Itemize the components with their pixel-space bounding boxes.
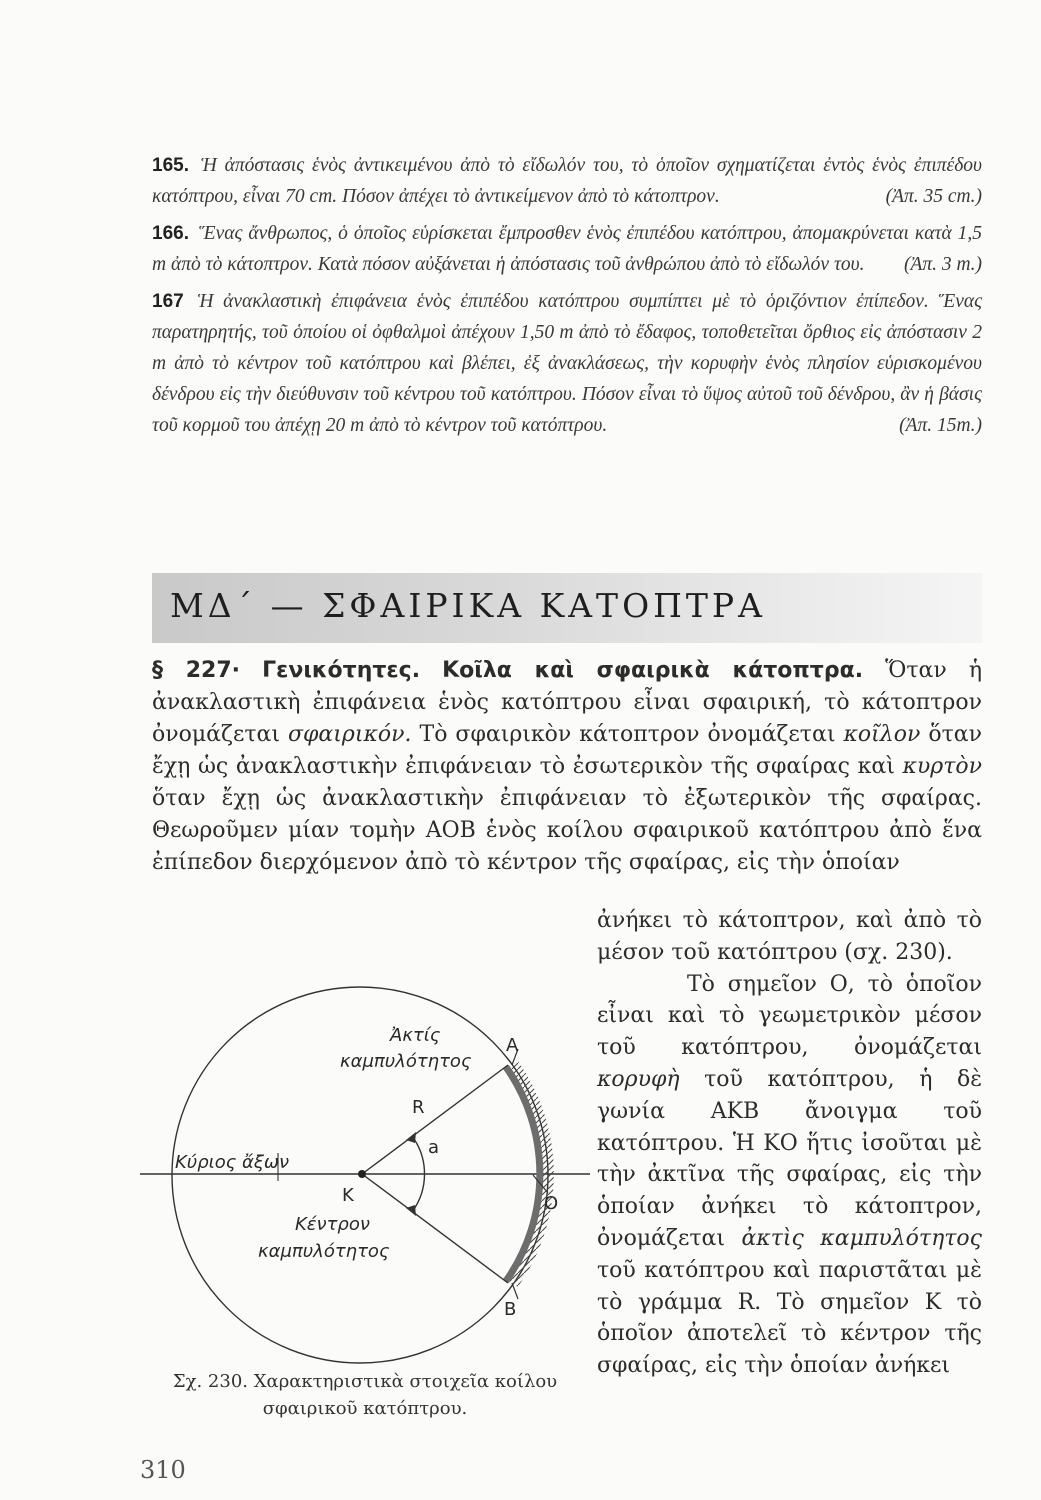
exercise-number: 166. [152, 223, 189, 244]
term-spherical: σφαιρικόν. [288, 722, 412, 747]
side-text: ἀνήκει τὸ κάτοπτρον, καὶ ἀπὸ τὸ μέσον τοῦ κατόπτρου (σχ. 230). [597, 908, 982, 965]
paragraph-heading: Γενικότητες. [262, 658, 421, 683]
center-point [358, 1170, 366, 1178]
point-O-label: O [544, 1193, 559, 1214]
exercise-number: 167 [152, 291, 184, 312]
label-principal-axis: Κύριος ἄξων [175, 1152, 290, 1173]
angle-a-label: a [428, 1137, 440, 1158]
label-center-2: καμπυλότητος [258, 1241, 390, 1262]
section-title: ΜΔ΄ — ΣΦΑΙΡΙΚΑ ΚΑΤΟΠΤΡΑ [170, 586, 766, 625]
term-concave: κοῖλον [843, 722, 921, 747]
arrow-head-icon [406, 1132, 416, 1143]
label-radius-2: καμπυλότητος [340, 1051, 472, 1072]
exercise-answer: (Ἀπ. 15m.) [899, 415, 982, 436]
point-B-label: B [504, 1299, 517, 1320]
side-text: τοῦ κατόπτρου καὶ παριστᾶται μὲ τὸ γράμμα R. Τὸ σημεῖον Κ τὸ ὁποῖον ἀποτελεῖ τὸ κέντρον τῆς σφαίρας, εἰς τὴν ὁποίαν ἀνήκει [597, 1257, 982, 1379]
exercise-text: Ἕνας ἄνθρωπος, ὁ ὁποῖος εὑρίσκεται ἔμπροσθεν ἑνὸς ἐπιπέδου κατόπτρου, ἀπομακρύνεται κατὰ 1,5 m ἀπὸ τὸ κάτοπτρον. Κατὰ πόσον αὐξάνεται ἡ ἀπόστασις τοῦ ἀνθρώπου ἀπὸ τὸ εἴδωλόν του. [152, 223, 982, 275]
ray-KB [362, 1174, 508, 1283]
side-paragraph [597, 969, 982, 1382]
exercise-answer: (Ἀπ. 35 cm.) [885, 186, 982, 207]
side-text: τοῦ κατόπτρου, ἡ δὲ γωνία ΑΚΒ ἄνοιγμα τοῦ κατόπτρου. Ἡ ΚΟ ἥτις ἰσοῦται μὲ τὴν ἀκτῖνα τῆς σφαίρας, εἰς τὴν ὁποίαν ἀνήκει τὸ κάτοπτρον, ὀνομάζεται [597, 1066, 983, 1251]
arrow-head-icon [406, 1205, 416, 1216]
paragraph-text: ὅταν ἔχῃ ὡς ἀνακλαστικὴν ἐπιφάνειαν τὸ ἐσωτερικὸν τῆς σφαίρας καὶ [152, 722, 982, 779]
paragraph-number: § 227· [152, 658, 241, 683]
point-K-label: K [342, 1185, 354, 1206]
label-center-1: Κέντρον [295, 1214, 370, 1235]
term-convex: κυρτὸν [902, 754, 982, 779]
figure-230 [140, 985, 590, 1370]
term-radius: ἀκτὶς καμπυλότητος [741, 1225, 982, 1251]
caption-line: σφαιρικοῦ κατόπτρου. [262, 1398, 468, 1419]
paragraph-text: ὅταν ἔχῃ ὡς ἀνακλαστικὴν ἐπιφάνειαν τὸ ἐξωτερικὸν τῆς σφαίρας. [152, 786, 982, 811]
paragraph-text: Ὅταν ἡ ἀνακλαστικὴ ἐπιφάνεια ἑνὸς κατόπτρου εἶναι σφαιρική, τὸ κάτοπτρον ὀνομάζεται [152, 658, 983, 747]
exercise-number: 165. [152, 155, 189, 176]
exercise-165 [152, 150, 982, 212]
exercise-166 [152, 218, 982, 280]
section-paragraph [152, 655, 982, 879]
figure-caption [140, 1368, 590, 1422]
label-radius-1: Ἀκτίς [390, 1025, 441, 1046]
side-text: Τὸ σημεῖον Ο, τὸ ὁποῖον εἶναι καὶ τὸ γεωμετρικὸν μέσον τοῦ κατόπτρου, ὀνομάζεται [597, 971, 982, 1061]
exercise-list [152, 150, 982, 447]
mirror-diagram [140, 985, 590, 1370]
exercise-167 [152, 286, 982, 441]
paragraph-text: Τὸ σφαιρικὸν κάτοπτρον ὀνομάζεται [419, 722, 836, 747]
paragraph-subtitle: Κοῖλα καὶ σφαιρικὰ κάτοπτρα. [442, 658, 864, 683]
paragraph-body [152, 655, 982, 879]
exercise-text: Ἡ ἀνακλαστικὴ ἐπιφάνεια ἑνὸς ἐπιπέδου κατόπτρου συμπίπτει μὲ τὸ ὁριζόντιον ἐπίπεδον. Ἕνας παρατηρητής, τοῦ ὁποίου οἱ ὀφθαλμοὶ ἀπέχουν 1,50 m ἀπὸ τὸ ἔδαφος, τοποθετεῖται ὄρθιος εἰς ἀπόστασιν 2 m ἀπὸ τὸ κέντρον τοῦ κατόπτρου καὶ βλέπει, ἐξ ἀνακλάσεως, τὴν κορυφὴν ἑνὸς πλησίον εὑρισκομένου δένδρου εἰς τὴν διεύθυνσιν τοῦ κέντρου τοῦ κατόπτρου. Πόσον εἶναι τὸ ὕψος αὐτοῦ τοῦ δένδρου, ἂν ἡ βάσις τοῦ κορμοῦ του ἀπέχῃ 20 m ἀπὸ τὸ κέντρον τοῦ κατόπτρου. [152, 291, 983, 436]
exercise-text: Ἡ ἀπόστασις ἑνὸς ἀντικειμένου ἀπὸ τὸ εἴδωλόν του, τὸ ὁποῖον σχηματίζεται ἐντὸς ἑνὸς ἐπιπέδου κατόπτρου, εἶναι 70 cm. Πόσον ἀπέχει τὸ ἀντικείμενον ἀπὸ τὸ κάτοπτρον. [152, 155, 983, 207]
term-vertex: κορυφὴ [597, 1066, 680, 1092]
point-R-label: R [412, 1097, 425, 1118]
side-column-text [597, 905, 982, 1382]
paragraph-text: Θεωροῦμεν μίαν τομὴν ΑΟΒ ἑνὸς κοίλου σφαιρικοῦ κατόπτρου ἀπὸ ἕνα ἐπίπεδον διερχόμενον ἀπὸ τὸ κέντρον τῆς σφαίρας, εἰς τὴν ὁποίαν [152, 818, 982, 875]
point-A-label: A [506, 1035, 519, 1056]
caption-line: Σχ. 230. Χαρακτηριστικὰ στοιχεῖα κοίλου [172, 1371, 558, 1392]
page-number: 310 [140, 1456, 186, 1484]
side-paragraph [597, 905, 982, 969]
exercise-answer: (Ἀπ. 3 m.) [904, 254, 982, 275]
